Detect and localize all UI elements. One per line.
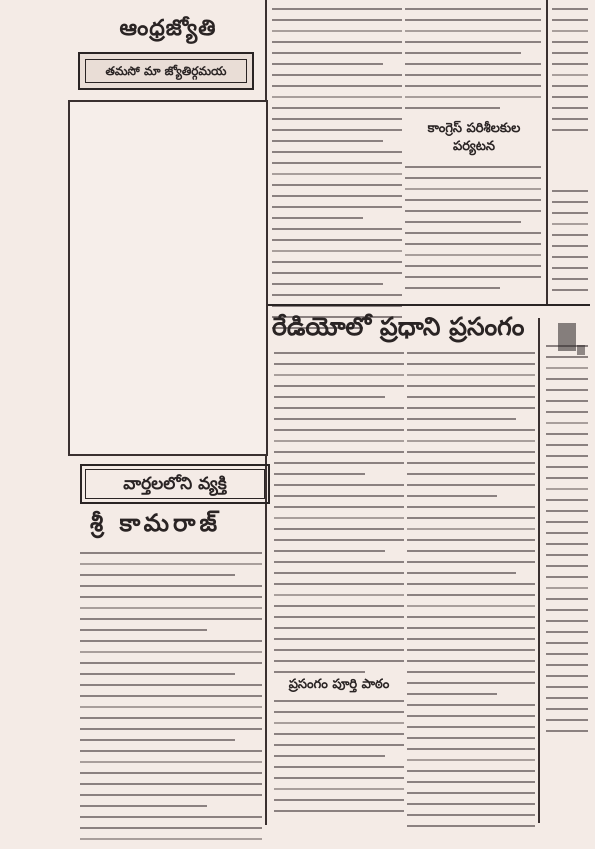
left-article-body [80,552,262,849]
feature-headline: రేడియోలో ప్రధాని ప్రసంగం [272,312,525,341]
feature-body-left-lower [274,700,404,821]
feature-body-left [274,352,404,682]
masthead-motto-box [78,52,254,90]
middle-article-body-lower [405,166,541,298]
middle-article-body-right [405,8,541,118]
headline-top-rule [268,304,590,306]
feature-subheading: ప్రసంగం పూర్తి పాఠం [288,677,390,692]
portrait-photo-placeholder [68,100,268,456]
right-column-body-lower [546,345,588,741]
middle-subheading: కాంగ్రెస్ పరిశీలకుల పర్యటన [427,121,521,154]
middle-article-body-top [272,8,402,338]
scan-artifact [577,345,585,355]
person-name-heading: శ్రీ కామరాజ్ [90,508,222,537]
scan-artifact [558,323,576,351]
masthead-motto: తమసో మా జ్యోతిర్గమయ [85,59,247,83]
column-rule-right [546,0,548,305]
section-title-box [80,464,270,504]
section-title: వార్తలలోని వ్యక్తి [85,469,265,499]
masthead-title: ఆంధ్రజ్యోతి [119,15,217,41]
column-rule-right-lower [538,318,540,823]
right-column-body-mid [552,190,588,300]
feature-body-right [407,352,535,836]
right-column-body-top [552,8,588,140]
